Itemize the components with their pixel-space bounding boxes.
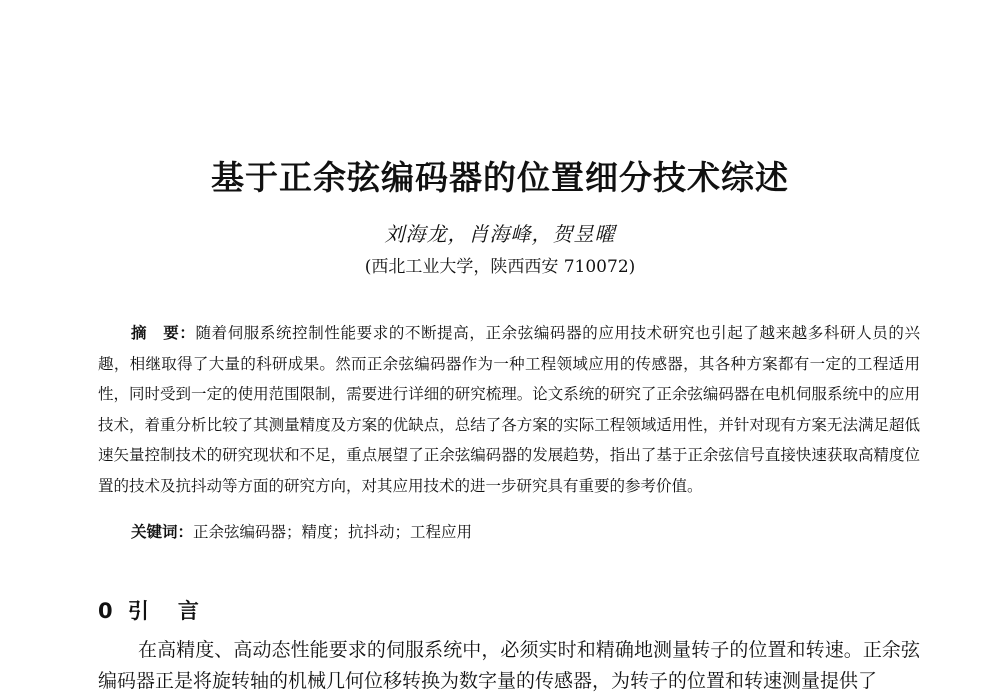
paper-affiliation: (西北工业大学，陕西西安 710072) [364,257,636,277]
introduction-paragraph: 在高精度、高动态性能要求的伺服系统中，必须实时和精确地测量转子的位置和转速。正余弦编码器正是将旋转轴的机械几何位移转换为数字量的传感器，为转子的位置和转速测量提供了 [98,639,920,692]
abstract-label: 摘 要： [131,324,196,342]
keywords-label: 关键词： [131,523,194,541]
abstract-text: 随着伺服系统控制性能要求的不断提高，正余弦编码器的应用技术研究也引起了越来越多科研人员的兴趣，相继取得了大量的科研成果。然而正余弦编码器作为一种工程领域应用的传感器，其各种方案都有一定的工程适用性，同时受到一定的使用范围限制，需要进行详细的研究梳理。论文系统的研究了正余弦编码器在电机伺服系统中的应用技术，着重分析比较了其测量精度及方案的优缺点，总结了各方案的实际工程领域适用性，并针对现有方案无法满足超低速矢量控制技术的研究现状和不足，重点展望了正余弦编码器的发展趋势，指出了基于正余弦信号直接快速获取高精度位置的技术及抗抖动等方面的研究方向，对其应用技术的进一步研究具有重要的参考价值。 [98,324,920,495]
keywords-text: 正余弦编码器；精度；抗抖动；工程应用 [193,523,473,541]
abstract-paragraph [98,318,920,501]
section-heading-introduction: 0 引 言 [98,599,203,623]
paper-authors: 刘海龙，肖海峰，贺昱曜 [384,222,616,246]
paper-title: 基于正余弦编码器的位置细分技术综述 [211,158,789,197]
keywords-line [131,520,472,542]
